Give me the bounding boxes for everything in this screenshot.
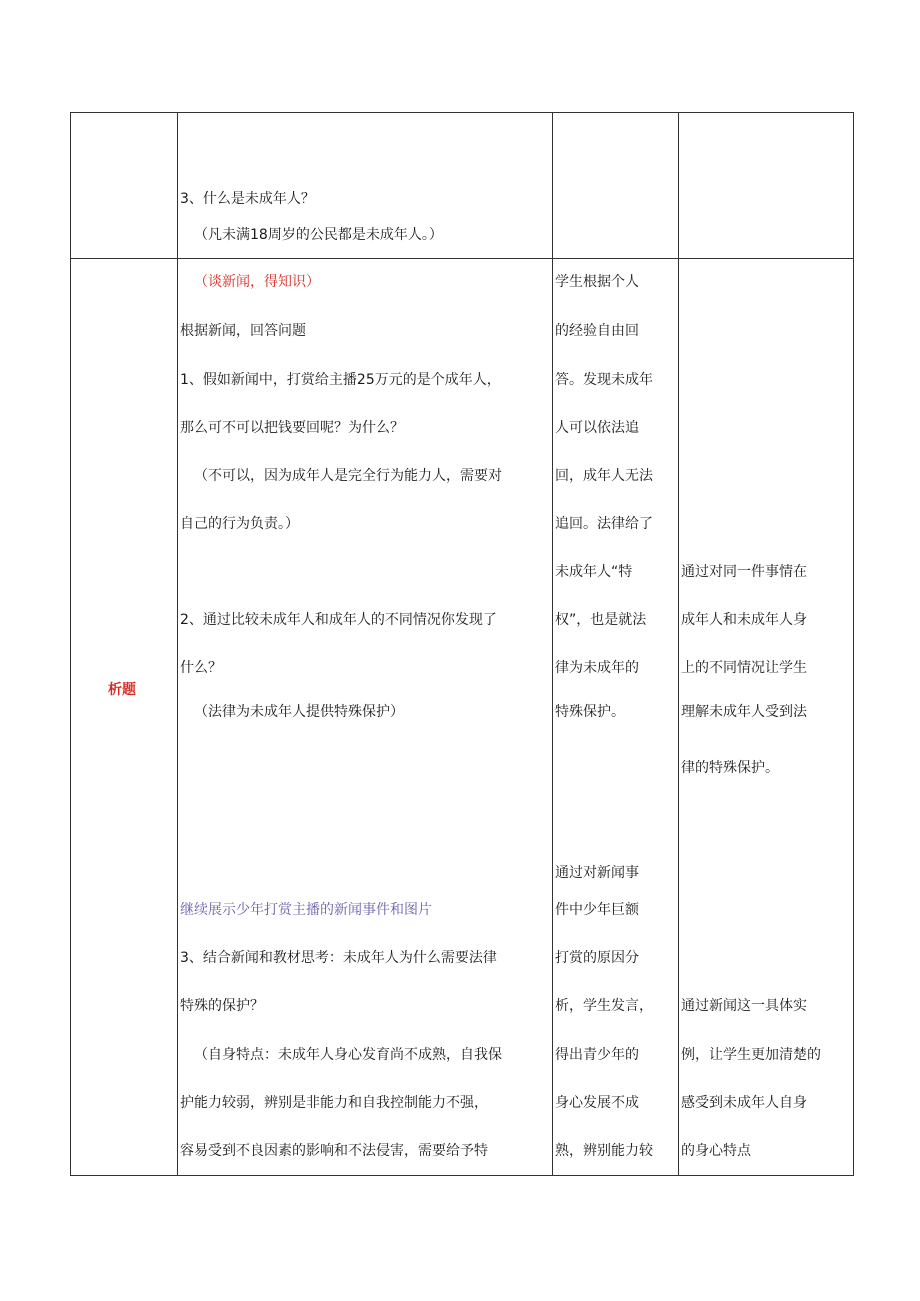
row-divider <box>70 258 854 259</box>
content-line: （自身特点：未成年人身心发育尚不成熟，自我保 <box>194 1047 502 1063</box>
news-display-note: 继续展示少年打赏主播的新闻事件和图片 <box>180 902 432 918</box>
student-activity-line: 追回。法律给了 <box>555 516 653 532</box>
student-activity-line: 析，学生发言， <box>555 998 653 1014</box>
section-heading: （谈新闻，得知识） <box>194 274 320 290</box>
student-activity-line: 回，成年人无法 <box>555 468 653 484</box>
content-line: 那么可不可以把钱要回呢？为什么？ <box>180 420 404 436</box>
content-line: 自己的行为负责。） <box>180 516 299 532</box>
lesson-table <box>70 112 854 1176</box>
student-activity-line: 件中少年巨额 <box>555 902 639 918</box>
student-activity-line: 律为未成年的 <box>555 660 639 676</box>
design-intent-line: 通过新闻这一具体实 <box>681 998 807 1014</box>
column-divider-3 <box>678 112 679 1176</box>
column-divider-1 <box>177 112 178 1176</box>
student-activity-line: 未成年人“特 <box>555 564 633 580</box>
question-3-answer: （凡未满18周岁的公民都是未成年人。） <box>194 227 443 243</box>
design-intent-line: 通过对同一件事情在 <box>681 564 807 580</box>
design-intent-line: 律的特殊保护。 <box>681 760 779 776</box>
content-line: 3、结合新闻和教材思考：未成年人为什么需要法律 <box>180 950 497 966</box>
content-line: 根据新闻，回答问题 <box>180 323 306 339</box>
column-divider-2 <box>552 112 553 1176</box>
content-line: 容易受到不良因素的影响和不法侵害，需要给予特 <box>180 1143 488 1159</box>
design-intent-line: 感受到未成年人自身 <box>681 1095 807 1111</box>
student-activity-line: 身心发展不成 <box>555 1095 639 1111</box>
student-activity-line: 熟，辨别能力较 <box>555 1143 653 1159</box>
content-line: （法律为未成年人提供特殊保护） <box>194 704 404 720</box>
student-activity-line: 的经验自由回 <box>555 323 639 339</box>
design-intent-line: 的身心特点 <box>681 1143 751 1159</box>
stage-label: 析题 <box>108 682 136 698</box>
student-activity-line: 通过对新闻事 <box>555 865 639 881</box>
content-line: 特殊的保护？ <box>180 998 264 1014</box>
student-activity-line: 打赏的原因分 <box>555 950 639 966</box>
student-activity-line: 特殊保护。 <box>555 704 625 720</box>
content-line: （不可以，因为成年人是完全行为能力人，需要对 <box>194 468 502 484</box>
design-intent-line: 上的不同情况让学生 <box>681 660 807 676</box>
content-line: 护能力较弱，辨别是非能力和自我控制能力不强， <box>180 1095 488 1111</box>
student-activity-line: 权”，也是就法 <box>555 612 647 628</box>
content-line: 1、假如新闻中，打赏给主播25万元的是个成年人， <box>180 372 501 388</box>
design-intent-line: 理解未成年人受到法 <box>681 704 807 720</box>
student-activity-line: 答。发现未成年 <box>555 372 653 388</box>
question-3-title: 3、什么是未成年人？ <box>180 191 315 207</box>
student-activity-line: 学生根据个人 <box>555 274 639 290</box>
student-activity-line: 得出青少年的 <box>555 1047 639 1063</box>
content-line: 什么？ <box>180 660 222 676</box>
content-line: 2、通过比较未成年人和成年人的不同情况你发现了 <box>180 612 497 628</box>
design-intent-line: 例，让学生更加清楚的 <box>681 1047 821 1063</box>
design-intent-line: 成年人和未成年人身 <box>681 612 807 628</box>
student-activity-line: 人可以依法追 <box>555 420 639 436</box>
